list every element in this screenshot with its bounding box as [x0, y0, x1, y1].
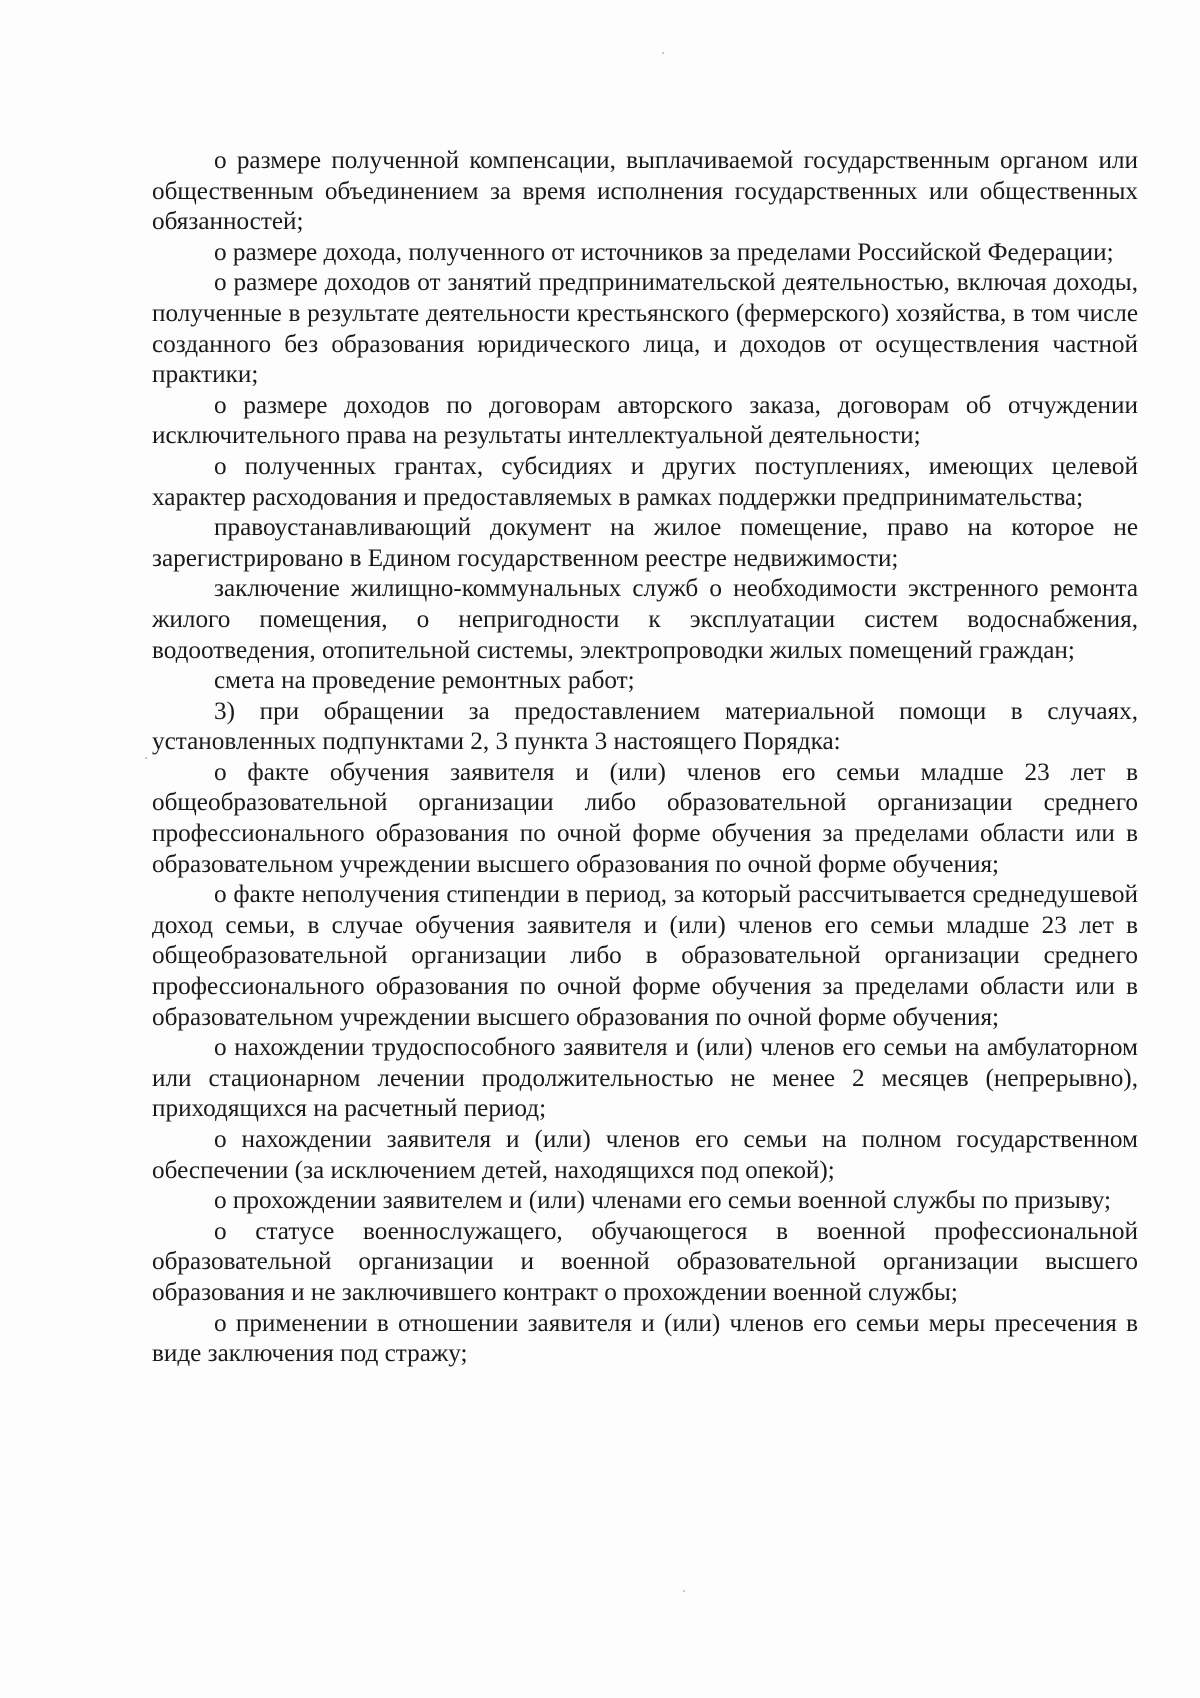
- paragraph: о применении в отношении заявителя и (или) членов его семьи меры пресечения в виде заключения под стражу;: [152, 1309, 1138, 1368]
- scan-speck: [683, 1590, 685, 1592]
- paragraph: о размере дохода, полученного от источников за пределами Российской Федерации;: [214, 238, 1114, 266]
- paragraph: о полученных грантах, субсидиях и других поступлениях, имеющих целевой характер расходования и предоставляемых в рамках поддержки предпринимательства;: [152, 452, 1138, 511]
- paragraph: о факте неполучения стипендии в период, за который рассчитывается среднедушевой доход семьи, в случае обучения заявителя и (или) членов его семьи младше 23 лет в общеобразовательной организации либо в образовательной организации среднего профессионального образования по очной форме обучения за пределами области или в образовательном учреждении высшего образования по очной форме обучения;: [152, 881, 1138, 1031]
- paragraph: правоустанавливающий документ на жилое помещение, право на которое не зарегистрировано в Едином государственном реестре недвижимости;: [152, 514, 1138, 572]
- document-body: [152, 146, 1138, 1370]
- paragraph: о нахождении трудоспособного заявителя и (или) членов его семьи на амбулаторном или стационарном лечении продолжительностью не менее 2 месяцев (непрерывно), приходящихся на расчетный период;: [152, 1034, 1138, 1123]
- scan-speck: [145, 757, 147, 759]
- paragraph: о размере доходов от занятий предпринимательской деятельностью, включая доходы, полученные в результате деятельности крестьянского (фермерского) хозяйства, в том числе созданного без образования юридического лица, и доходов от осуществления частной практики;: [152, 269, 1138, 389]
- paragraph: о размере доходов по договорам авторского заказа, договорам об отчуждении исключительного права на результаты интеллектуальной деятельности;: [152, 391, 1138, 450]
- paragraph: о факте обучения заявителя и (или) членов его семьи младше 23 лет в общеобразовательной организации либо образовательной организации среднего профессионального образования по очной форме обучения за пределами области или в образовательном учреждении высшего образования по очной форме обучения;: [152, 758, 1138, 878]
- paragraph: смета на проведение ремонтных работ;: [214, 667, 635, 695]
- paragraph: заключение жилищно-коммунальных служб о необходимости экстренного ремонта жилого помещения, о непригодности к эксплуатации систем водоснабжения, водоотведения, отопительной системы, электропроводки жилых помещений граждан;: [152, 575, 1138, 664]
- paragraph: 3) при обращении за предоставлением материальной помощи в случаях, установленных подпунктами 2, 3 пункта 3 настоящего Порядка:: [152, 697, 1138, 756]
- paragraph: о прохождении заявителем и (или) членами его семьи военной службы по призыву;: [214, 1187, 1112, 1215]
- paragraph: о размере полученной компенсации, выплачиваемой государственным органом или общественным объединением за время исполнения государственных или общественных обязанностей;: [152, 147, 1138, 236]
- paragraph: о нахождении заявителя и (или) членов его семьи на полном государственном обеспечении (за исключением детей, находящихся под опекой);: [152, 1126, 1138, 1184]
- scan-speck: [662, 52, 664, 54]
- paragraph: о статусе военнослужащего, обучающегося в военной профессиональной образовательной организации и военной образовательной организации высшего образования и не заключившего контракт о прохождении военной службы;: [152, 1217, 1138, 1306]
